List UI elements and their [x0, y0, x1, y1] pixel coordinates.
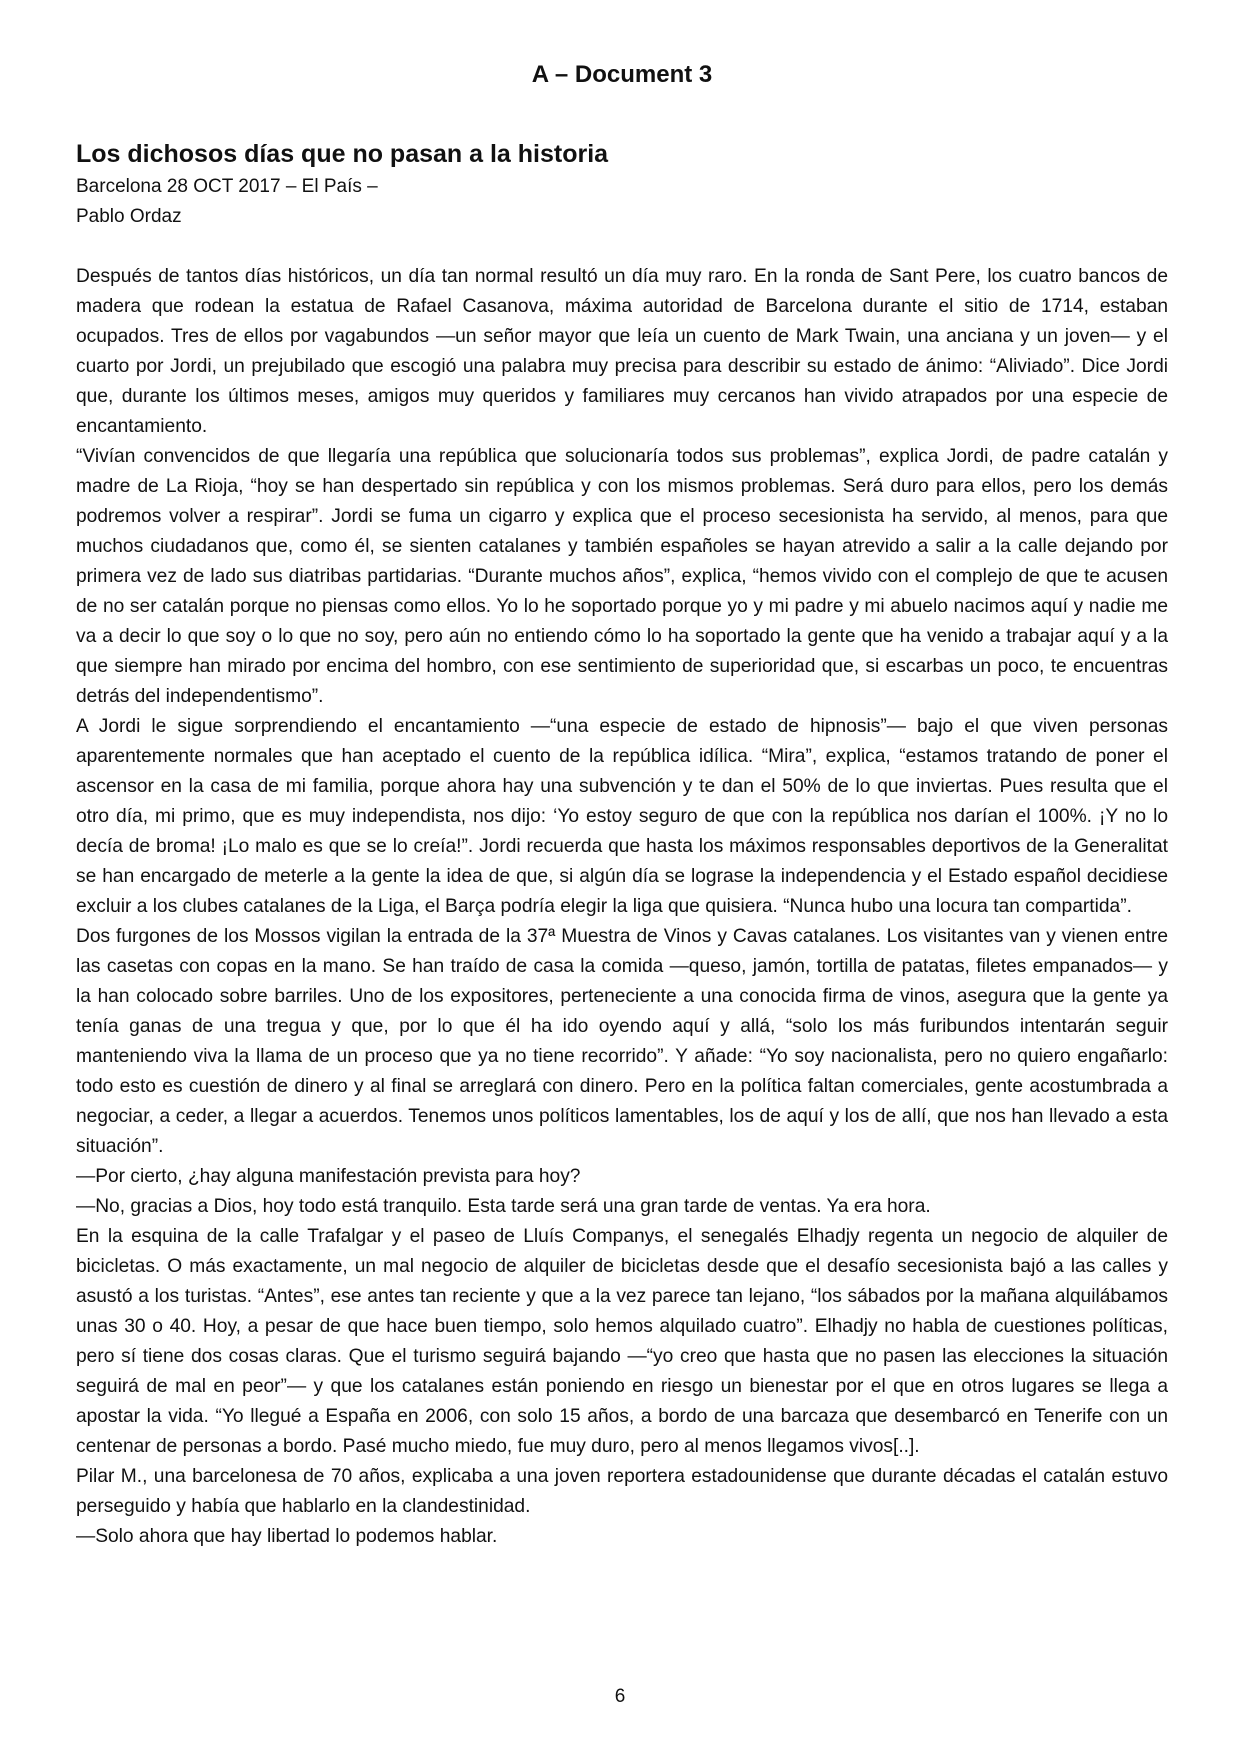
dateline: Barcelona 28 OCT 2017 – El País –	[76, 176, 378, 197]
paragraph: Después de tantos días históricos, un día tan normal resultó un día muy raro. En la ronda de Sant Pere, los cuatro bancos de madera que rodean la estatua de Rafael Casanova, máxima autoridad de Barcelona durante el sitio de 1714, estaban ocupados. Tres de ellos por vagabundos —un señor mayor que leía un cuento de Mark Twain, una anciana y un joven— y el cuarto por Jordi, un prejubilado que escogió una palabra muy precisa para describir su estado de ánimo: “Aliviado”. Dice Jordi que, durante los últimos meses, amigos muy queridos y familiares muy cercanos han vivido atrapados por una especie de encantamiento.	[76, 266, 1168, 437]
paragraph: Pilar M., una barcelonesa de 70 años, explicaba a una joven reportera estadounidense que durante décadas el catalán estuvo perseguido y había que hablarlo en la clandestinidad.	[76, 1466, 1168, 1517]
author-byline: Pablo Ordaz	[76, 206, 182, 227]
paragraph: “Vivían convencidos de que llegaría una república que solucionaría todos sus problemas”, explica Jordi, de padre catalán y madre de La Rioja, “hoy se han despertado sin república y con los mismos problemas. Será duro para ellos, pero los demás podremos volver a respirar”. Jordi se fuma un cigarro y explica que el proceso secesionista ha servido, al menos, para que muchos ciudadanos que, como él, se sienten catalanes y también españoles se hayan atrevido a salir a la calle dejando por primera vez de lado sus diatribas partidarias. “Durante muchos años”, explica, “hemos vivido con el complejo de que te acusen de no ser catalán porque no piensas como ellos. Yo lo he soportado porque yo y mi padre y mi abuelo nacimos aquí y nadie me va a decir lo que soy o lo que no soy, pero aún no entiendo cómo lo ha soportado la gente que ha venido a trabajar aquí y a la que siempre han mirado por encima del hombro, con ese sentimiento de superioridad que, si escarbas un poco, te encuentras detrás del independentismo”.	[76, 446, 1168, 707]
paragraph: A Jordi le sigue sorprendiendo el encantamiento —“una especie de estado de hipnosis”— bajo el que viven personas aparentemente normales que han aceptado el cuento de la república idílica. “Mira”, explica, “estamos tratando de poner el ascensor en la casa de mi familia, porque ahora hay una subvención y te dan el 50% de lo que inviertas. Pues resulta que el otro día, mi primo, que es muy independista, nos dijo: ‘Yo estoy seguro de que con la república nos darían el 100%. ¡Y no lo decía de broma! ¡Lo malo es que se lo creía!”. Jordi recuerda que hasta los máximos responsables deportivos de la Generalitat se han encargado de meterle a la gente la idea de que, si algún día se lograse la independencia y el Estado español decidiese excluir a los clubes catalanes de la Liga, el Barça podría elegir la liga que quisiera. “Nunca hubo una locura tan compartida”.	[76, 716, 1168, 917]
document-label: A – Document 3	[531, 61, 713, 88]
dialogue-line: —Por cierto, ¿hay alguna manifestación prevista para hoy?	[76, 1166, 581, 1187]
article-body	[76, 262, 1168, 1552]
dialogue-line: —Solo ahora que hay libertad lo podemos hablar.	[76, 1526, 498, 1547]
paragraph: En la esquina de la calle Trafalgar y el paseo de Lluís Companys, el senegalés Elhadjy regenta un negocio de alquiler de bicicletas. O más exactamente, un mal negocio de alquiler de bicicletas desde que el desafío secesionista bajó a las calles y asustó a los turistas. “Antes”, ese antes tan reciente y que a la vez parece tan lejano, “los sábados por la mañana alquilábamos unas 30 o 40. Hoy, a pesar de que hace buen tiempo, solo hemos alquilado cuatro”. Elhadjy no habla de cuestiones políticas, pero sí tiene dos cosas claras. Que el turismo seguirá bajando —“yo creo que hasta que no pasen las elecciones la situación seguirá de mal en peor”— y que los catalanes están poniendo en riesgo un bienestar por el que en otros lugares se llega a apostar la vida. “Yo llegué a España en 2006, con solo 15 años, a bordo de una barcaza que desembarcó en Tenerife con un centenar de personas a bordo. Pasé mucho miedo, fue muy duro, pero al menos llegamos vivos[..].	[76, 1226, 1168, 1457]
page-number: 6	[614, 1686, 626, 1707]
paragraph: Dos furgones de los Mossos vigilan la entrada de la 37ª Muestra de Vinos y Cavas catalanes. Los visitantes van y vienen entre las casetas con copas en la mano. Se han traído de casa la comida —queso, jamón, tortilla de patatas, filetes empanados— y la han colocado sobre barriles. Uno de los expositores, perteneciente a una conocida firma de vinos, asegura que la gente ya tenía ganas de una tregua y que, por lo que él ha ido oyendo aquí y allá, “solo los más furibundos intentarán seguir manteniendo viva la llama de un proceso que ya no tiene recorrido”. Y añade: “Yo soy nacionalista, pero no quiero engañarlo: todo esto es cuestión de dinero y al final se arreglará con dinero. Pero en la política faltan comerciales, gente acostumbrada a negociar, a ceder, a llegar a acuerdos. Tenemos unos políticos lamentables, los de aquí y los de allí, que nos han llevado a esta situación”.	[76, 926, 1168, 1157]
article-title: Los dichosos días que no pasan a la historia	[76, 140, 609, 168]
document-page	[76, 60, 1168, 1552]
dialogue-line: —No, gracias a Dios, hoy todo está tranquilo. Esta tarde será una gran tarde de ventas. Ya era hora.	[76, 1196, 931, 1217]
